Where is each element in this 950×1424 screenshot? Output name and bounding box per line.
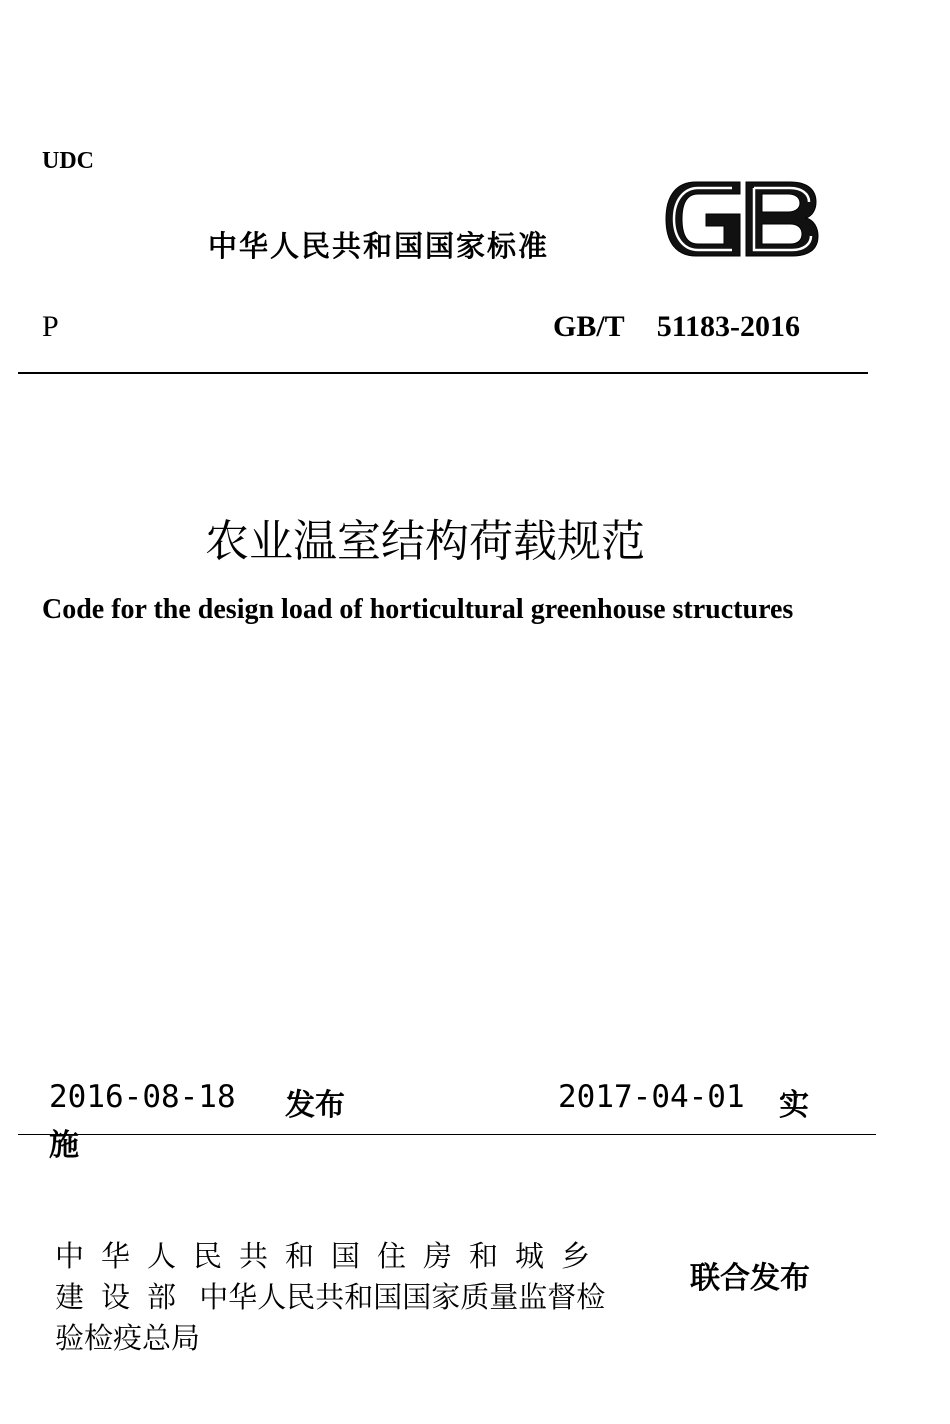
category-code: P (42, 310, 59, 343)
issuer-line-2-part1: 建设部 (55, 1280, 194, 1314)
issuer-line-1: 中华人民共和国住房和城乡 (55, 1239, 608, 1273)
gb-logo (662, 174, 822, 264)
gb-logo-graphic (662, 174, 822, 264)
national-standard-heading: 中华人民共和国国家标准 (208, 229, 550, 263)
date-divider (18, 1134, 876, 1135)
standard-code: GB/T (553, 310, 625, 343)
document-title-chinese: 农业温室结构荷载规范 (205, 516, 645, 567)
header-divider (18, 372, 868, 374)
standard-id: 51183-2016 (656, 310, 801, 343)
joint-release-label: 联合发布 (690, 1261, 810, 1296)
issue-date: 2016-08-18 (49, 1079, 236, 1115)
standard-number (553, 310, 800, 344)
effective-date: 2017-04-01 (558, 1079, 745, 1115)
issuer-line-3: 验检疫总局 (55, 1321, 201, 1355)
effective-label-part1: 实 (779, 1088, 809, 1123)
issuer-line-2 (55, 1275, 605, 1316)
document-title-english: Code for the design load of horticultural greenhouse structures (42, 594, 794, 625)
issue-label: 发布 (285, 1088, 345, 1123)
effective-label-part2: 施 (49, 1128, 79, 1163)
issuer-line-2-part2: 中华人民共和国国家质量监督检 (199, 1280, 606, 1314)
udc-label: UDC (42, 148, 94, 174)
